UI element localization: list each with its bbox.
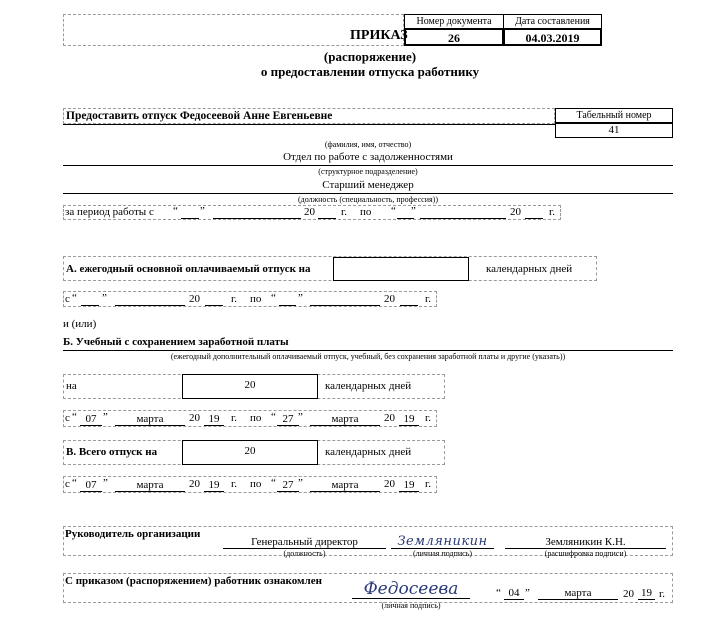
tab-number-label: Табельный номер <box>555 108 673 123</box>
period-to: по <box>360 206 372 218</box>
period-end-month <box>420 218 506 219</box>
position-line <box>63 193 673 194</box>
section-c-start-year: 19 <box>204 476 224 492</box>
section-b-q-close-2: ” <box>298 411 303 423</box>
section-b-start-year: 19 <box>204 410 224 426</box>
acquaint-q-open: “ <box>496 587 501 599</box>
section-b-title: Б. Учебный с сохранением заработной платы <box>63 336 289 348</box>
section-c-q-close-1: ” <box>103 477 108 489</box>
section-c-end-year: 19 <box>399 476 419 492</box>
head-position: Генеральный директор <box>223 532 386 549</box>
period-q-open-2: “ <box>391 205 396 217</box>
section-a-prefix-2: 20 <box>384 293 395 305</box>
doc-number: 26 <box>404 28 504 46</box>
section-b-end-day: 27 <box>277 410 299 426</box>
section-b-on: на <box>66 380 77 392</box>
department-line <box>63 165 673 166</box>
head-name-caption: (расшифровка подписи) <box>544 549 627 558</box>
head-signature: Земляникин <box>391 529 494 549</box>
section-c-start-day: 07 <box>80 476 102 492</box>
period-start-month <box>213 218 301 219</box>
acquaint-label: С приказом (распоряжением) работник ознакомлен <box>65 575 322 587</box>
fio-line <box>63 124 555 125</box>
section-c-q-open-1: “ <box>72 477 77 489</box>
department: Отдел по работе с задолженностями <box>283 151 453 163</box>
section-c-year-suffix-1: г. <box>231 478 238 490</box>
period-end-day <box>397 218 414 219</box>
section-a-q-close-1: ” <box>102 292 107 304</box>
section-c-prefix-2: 20 <box>384 478 395 490</box>
section-b-line <box>63 350 673 351</box>
section-b-year-suffix-1: г. <box>231 412 238 424</box>
section-c-year-suffix-2: г. <box>425 478 432 490</box>
doc-number-label: Номер документа <box>404 14 504 29</box>
section-c-end-month: марта <box>310 476 380 492</box>
period-start-day <box>181 218 199 219</box>
section-b-start-month: марта <box>115 410 185 426</box>
section-a-from: с <box>65 293 70 305</box>
section-c-end-day: 27 <box>277 476 299 492</box>
section-a-label: А. ежегодный основной оплачиваемый отпуск на <box>66 263 311 275</box>
section-a-start-day <box>81 305 99 306</box>
acquaint-signature-caption: (личная подпись) <box>381 601 441 610</box>
section-c-from: с <box>65 478 70 490</box>
head-label: Руководитель организации <box>65 528 201 540</box>
section-b-days-box: 20 <box>182 374 318 399</box>
section-a-year-suffix-1: г. <box>231 293 238 305</box>
acquaint-prefix: 20 <box>623 588 634 600</box>
period-label: за период работы с <box>65 206 154 218</box>
acquaint-year-suffix: г. <box>659 588 666 600</box>
section-a-end-day <box>279 305 296 306</box>
period-start-year <box>318 218 336 219</box>
section-a-q-open-1: “ <box>72 292 77 304</box>
section-a-to: по <box>250 293 262 305</box>
acquaint-year: 19 <box>638 584 655 600</box>
period-prefix-1: 20 <box>304 206 315 218</box>
acquaint-day: 04 <box>504 584 524 600</box>
section-b-end-month: марта <box>310 410 380 426</box>
period-prefix-2: 20 <box>510 206 521 218</box>
acquaint-q-close: ” <box>525 587 530 599</box>
doc-date: 04.03.2019 <box>503 28 602 46</box>
section-b-year-suffix-2: г. <box>425 412 432 424</box>
doc-subtitle-1: (распоряжение) <box>323 49 417 64</box>
head-signature-caption: (личная подпись) <box>412 549 473 558</box>
section-b-end-year: 19 <box>399 410 419 426</box>
period-q-close-1: ” <box>200 205 205 217</box>
section-a-days-label: календарных дней <box>486 263 573 275</box>
section-b-q-open-1: “ <box>72 411 77 423</box>
head-position-caption: (должность) <box>283 549 326 558</box>
section-a-end-month <box>310 305 380 306</box>
doc-subtitle-2: о предоставлении отпуска работнику <box>260 64 480 79</box>
section-c-q-close-2: ” <box>298 477 303 489</box>
section-a-q-close-2: ” <box>298 292 303 304</box>
period-q-close-2: ” <box>411 205 416 217</box>
section-b-days-label: календарных дней <box>325 380 412 392</box>
position-caption: (должность (специальность, профессия)) <box>298 195 438 204</box>
position: Старший менеджер <box>322 179 414 191</box>
section-c-start-month: марта <box>115 476 185 492</box>
department-caption: (структурное подразделение) <box>318 167 418 176</box>
section-b-from: с <box>65 412 70 424</box>
period-q-open-1: “ <box>173 205 178 217</box>
section-b-prefix-1: 20 <box>189 412 200 424</box>
section-b-prefix-2: 20 <box>384 412 395 424</box>
acquaint-month: марта <box>538 584 618 600</box>
section-c-q-open-2: “ <box>271 477 276 489</box>
section-c-label: В. Всего отпуск на <box>66 446 158 458</box>
doc-title: ПРИКАЗ <box>350 28 408 43</box>
tab-number: 41 <box>555 123 673 138</box>
doc-date-label: Дата составления <box>503 14 602 29</box>
section-c-days-box: 20 <box>182 440 318 465</box>
section-b-q-open-2: “ <box>271 411 276 423</box>
or-label: и (или) <box>63 318 97 330</box>
section-a-end-year <box>400 305 418 306</box>
section-a-start-year <box>205 305 223 306</box>
section-a-prefix-1: 20 <box>189 293 200 305</box>
section-a-days-box <box>333 257 469 281</box>
section-b-caption: (ежегодный дополнительный оплачиваемый отпуск, учебный, без сохранения заработной платы и другие (указать)) <box>170 352 566 361</box>
section-a-start-month <box>115 305 185 306</box>
grant-text: Предоставить отпуск Федосеевой Анне Евгеньевне <box>66 110 333 122</box>
section-a-year-suffix-2: г. <box>425 293 432 305</box>
fio-caption: (фамилия, имя, отчество) <box>324 140 412 149</box>
section-c-to: по <box>250 478 262 490</box>
period-end-year <box>525 218 543 219</box>
period-year-suffix-1: г. <box>341 206 348 218</box>
section-b-start-day: 07 <box>80 410 102 426</box>
section-c-prefix-1: 20 <box>189 478 200 490</box>
acquaint-signature: Федосеева <box>352 574 470 599</box>
section-b-q-close-1: ” <box>103 411 108 423</box>
section-c-days-label: календарных дней <box>325 446 412 458</box>
section-a-q-open-2: “ <box>271 292 276 304</box>
section-b-to: по <box>250 412 262 424</box>
head-name: Земляникин К.Н. <box>505 532 666 549</box>
period-year-suffix-2: г. <box>549 206 556 218</box>
